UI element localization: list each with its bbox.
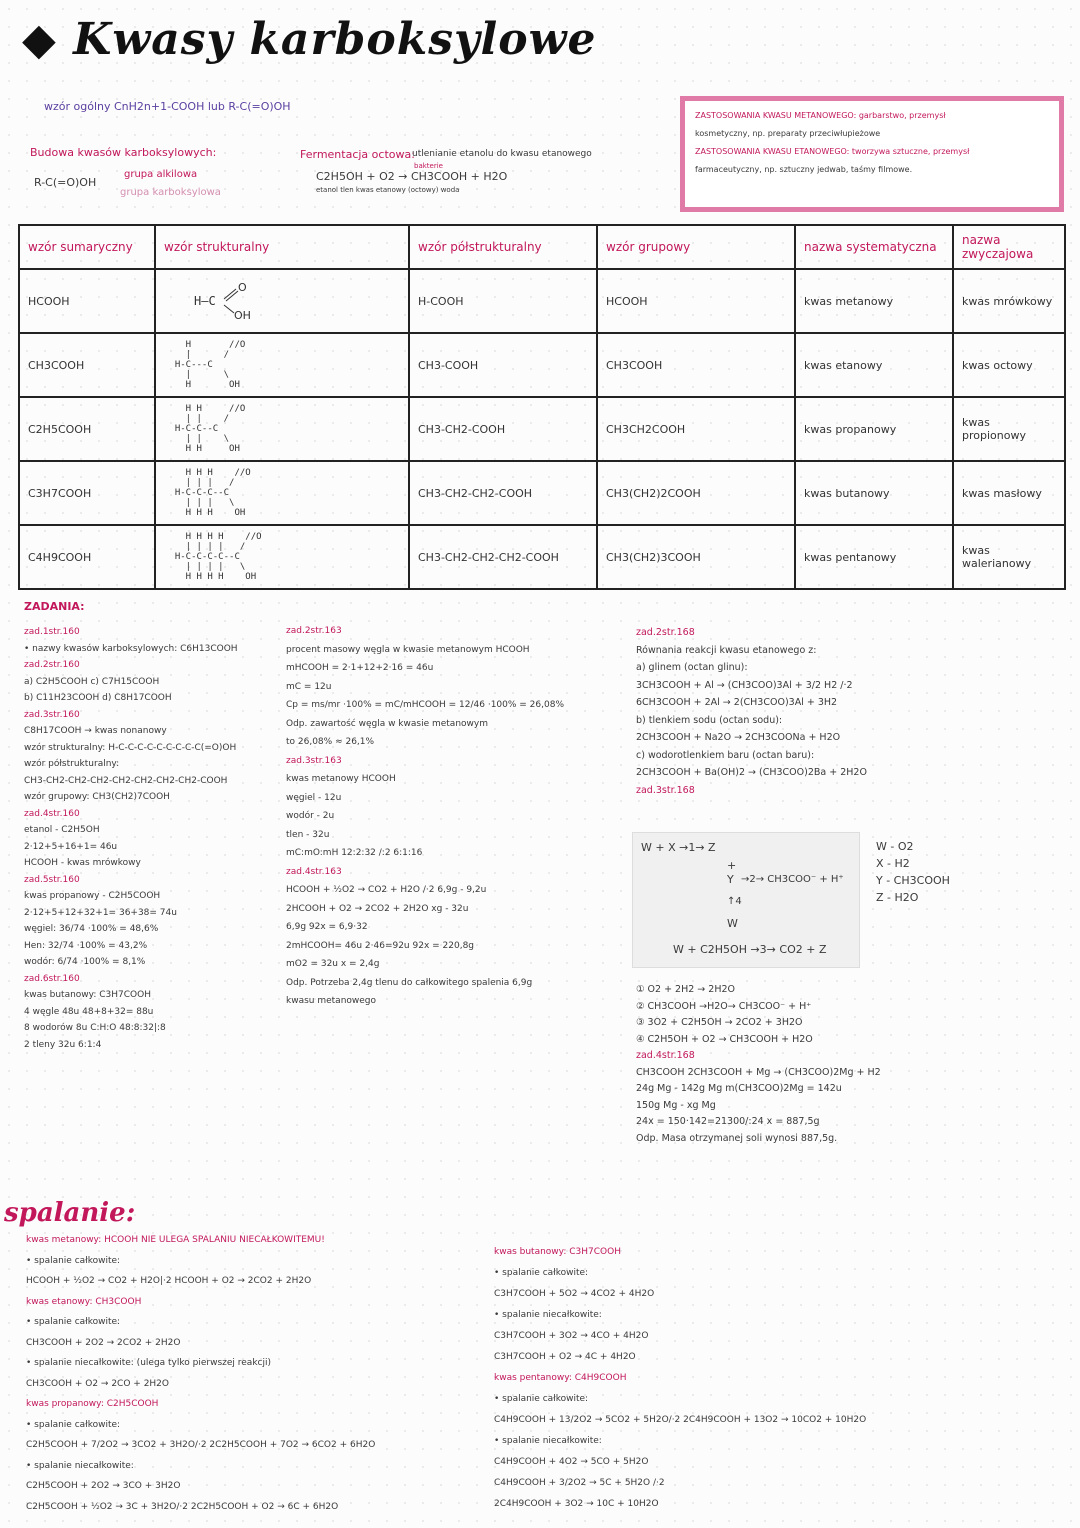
cell-group: CH3(CH2)3COOH (597, 525, 795, 589)
tasks-heading: ZADANIA: (24, 600, 85, 613)
text-line: kwas metanowy: HCOOH NIE ULEGA SPALANIU NIECAŁKOWITEMU! (26, 1235, 325, 1245)
cell-group: CH3(CH2)2COOH (597, 461, 795, 525)
cell-common: kwas walerianowy (953, 525, 1065, 589)
text-line: 2C4H9COOH + 3O2 → 10C + 10H2O (494, 1499, 659, 1509)
fermentation-sub: etanol tlen kwas etanowy (octowy) woda (316, 186, 460, 194)
r-group-formula: R-C(=O)OH (34, 176, 97, 189)
text-line: ② CH3COOH →H2O→ CH3COO⁻ + H⁺ (636, 1000, 812, 1012)
header-semi: wzór półstrukturalny (409, 225, 597, 269)
text-line: wodór - 2u (286, 811, 335, 821)
text-line: Cp = ms/mr ·100% = mC/mHCOOH = 12/46 ·100% = 26,08% (286, 700, 564, 710)
cell-systematic: kwas etanowy (795, 333, 953, 397)
text-line: zad.4str.168 (636, 1050, 695, 1061)
text-line: kwas butanowy: C3H7COOH (494, 1247, 621, 1257)
alkyl-group-label: grupa alkilowa (124, 169, 198, 180)
cell-sum: CH3COOH (19, 333, 155, 397)
text-line: Odp. Potrzeba 2,4g tlenu do całkowitego spalenia 6,9g (286, 977, 533, 988)
cell-group: HCOOH (597, 269, 795, 333)
cell-structural (155, 269, 409, 333)
text-line: 2·12+5+16+1= 46u (24, 841, 118, 852)
text-line: CH3COOH 2CH3COOH + Mg → (CH3COO)2Mg + H2 (636, 1066, 881, 1078)
text-line: C2H5COOH + 2O2 → 3CO + 3H2O (26, 1481, 181, 1491)
text-line: kwas propanowy: C2H5COOH (26, 1399, 159, 1409)
cell-common: kwas mrówkowy (953, 269, 1065, 333)
cell-semi: CH3-CH2-COOH (409, 397, 597, 461)
text-line: zad.2str.163 (286, 626, 342, 636)
scheme-bottom: W + C2H5OH →3→ CO2 + Z (673, 943, 827, 956)
text-line: 6,9g 92x = 6,9·32 (286, 922, 368, 932)
text-line: wzór strukturalny: H-C-C-C-C-C-C-C-C-C(=O)OH (24, 742, 237, 753)
applications-line-2: kosmetyczny, np. preparaty przeciwłupieżowe (695, 129, 881, 138)
cell-common: kwas octowy (953, 333, 1065, 397)
text-line: zad.4str.160 (24, 808, 80, 819)
cell-sum: C2H5COOH (19, 397, 155, 461)
applications-box (680, 96, 1064, 212)
text-line: mO2 = 32u x = 2,4g (286, 959, 380, 969)
combustion-left (26, 1230, 375, 1517)
text-line: ① O2 + 2H2 → 2H2O (636, 984, 735, 995)
fermentation-label: Fermentacja octowa: (300, 148, 415, 161)
fermentation-equation: C2H5OH + O2 → CH3COOH + H2O (316, 170, 508, 183)
cell-structural (155, 333, 409, 397)
text-line: C3H7COOH + O2 → 4C + 4H2O (494, 1352, 636, 1362)
text-line: zad.2str.168 (636, 627, 695, 638)
structural-formula-3: H H //O | | / H-C-C--C | | \ H H OH (174, 404, 246, 454)
page-title: ◆ Kwasy karboksylowe (22, 14, 597, 65)
text-line: mC:mO:mH 12:2:32 /:2 6:1:16 (286, 848, 423, 858)
text-line: C8H17COOH → kwas nonanowy (24, 726, 167, 736)
structural-formula-2: H //O | / H-C---C | \ H OH (174, 340, 246, 390)
text-line: 6CH3COOH + 2Al → 2(CH3COO)3Al + 3H2 (636, 697, 838, 708)
structural-formula-5: H H H H //O | | | | / H-C-C-C-C--C | | | | \ H H H H OH (174, 532, 262, 582)
text-line: zad.2str.160 (24, 660, 80, 670)
fermentation-desc: utlenianie etanolu do kwasu etanowego (412, 149, 592, 159)
text-line: zad.6str.160 (24, 973, 80, 984)
cell-systematic: kwas propanowy (795, 397, 953, 461)
structural-formula-4: H H H //O | | | / H-C-C-C--C | | | \ H H H OH (174, 468, 251, 518)
text-line: CH3COOH + 2O2 → 2CO2 + 2H2O (26, 1337, 181, 1348)
text-line: 2HCOOH + O2 → 2CO2 + 2H2O xg - 32u (286, 903, 469, 914)
text-line: • spalanie całkowite: (494, 1394, 589, 1404)
table-row (19, 525, 1065, 589)
text-line: ③ 3O2 + C2H5OH → 2CO2 + 3H2O (636, 1017, 803, 1028)
text-line: kwas metanowy HCOOH (286, 774, 396, 784)
text-line: C2H5COOH + 7/2O2 → 3CO2 + 3H2O/·2 2C2H5COOH + 7O2 → 6CO2 + 6H2O (26, 1440, 376, 1450)
text-line: Z - H2O (876, 891, 919, 904)
text-line: 150g Mg - xg Mg (636, 1099, 716, 1111)
reaction-scheme (632, 832, 860, 968)
text-line: • spalanie całkowite: (26, 1255, 121, 1266)
tasks-col-1 (24, 624, 238, 1053)
scheme-plus: + (727, 859, 737, 872)
text-line: • spalanie całkowite: (26, 1419, 121, 1430)
text-line: • spalanie niecałkowite: (26, 1460, 134, 1471)
header-sum: wzór sumaryczny (19, 225, 155, 269)
text-line: Odp. Masa otrzymanej soli wynosi 887,5g. (636, 1132, 838, 1144)
text-line: 4 węgle 48u 48+8+32= 88u (24, 1006, 154, 1017)
text-line: C2H5COOH + ½O2 → 3C + 3H2O/·2 2C2H5COOH + O2 → 6C + 6H2O (26, 1501, 339, 1512)
table-row (19, 269, 1065, 333)
text-line: wodór: 6/74 ·100% = 8,1% (24, 957, 146, 967)
scheme-w: W (727, 917, 738, 930)
header-structural: wzór strukturalny (155, 225, 409, 269)
text-line: • spalanie niecałkowite: (494, 1436, 602, 1446)
text-line: zad.5str.160 (24, 874, 80, 885)
text-line: W - O2 (876, 840, 914, 853)
title-bullet: ◆ (22, 14, 74, 65)
scheme-arrow-2: →2→ CH3COO⁻ + H⁺ (741, 874, 844, 885)
tasks-col-3b (636, 982, 881, 1147)
cell-group: CH3CH2COOH (597, 397, 795, 461)
scheme-y: Y (727, 873, 734, 886)
text-line: HCOOH + ½O2 → CO2 + H2O|·2 HCOOH + O2 → 2CO2 + 2H2O (26, 1276, 312, 1286)
cell-structural (155, 397, 409, 461)
applications-line-1: ZASTOSOWANIA KWASU METANOWEGO: garbarstwo, przemysł (695, 111, 946, 120)
text-line: procent masowy węgla w kwasie metanowym HCOOH (286, 644, 530, 655)
text-line: wzór półstrukturalny: (24, 759, 120, 769)
text-line: zad.1str.160 (24, 627, 80, 637)
text-line: 24g Mg - 142g Mg m(CH3COO)2Mg = 142u (636, 1083, 842, 1094)
text-line: mHCOOH = 2·1+12+2·16 = 46u (286, 663, 434, 673)
text-line: kwas etanowy: CH3COOH (26, 1296, 142, 1307)
cell-common: kwas masłowy (953, 461, 1065, 525)
text-line: zad.3str.163 (286, 755, 342, 766)
text-line: 24x = 150·142=21300/:24 x = 887,5g (636, 1116, 820, 1127)
text-line: HCOOH - kwas mrówkowy (24, 858, 141, 868)
text-line: C4H9COOH + 3/2O2 → 5C + 5H2O /·2 (494, 1478, 665, 1488)
carboxyl-group-label: grupa karboksylowa (120, 187, 221, 198)
fermentation-bacteria: bakterie (414, 162, 443, 170)
structural-formula-1 (164, 275, 284, 325)
text-line: to 26,08% ≈ 26,1% (286, 737, 375, 747)
header-common: nazwa zwyczajowa (953, 225, 1065, 269)
cell-group: CH3COOH (597, 333, 795, 397)
general-formula: wzór ogólny CnH2n+1-COOH lub R-C(=O)OH (44, 100, 291, 113)
text-line: • spalanie całkowite: (494, 1268, 589, 1278)
cell-common: kwas propionowy (953, 397, 1065, 461)
text-line: Hen: 32/74 ·100% = 43,2% (24, 940, 148, 951)
text-line: C3H7COOH + 5O2 → 4CO2 + 4H2O (494, 1289, 655, 1299)
text-line: b) C11H23COOH d) C8H17COOH (24, 693, 172, 703)
text-line: węgiel: 36/74 ·100% = 48,6% (24, 924, 159, 934)
text-line: 2mHCOOH= 46u 2·46=92u 92x = 220,8g (286, 940, 475, 951)
combustion-heading: spalanie: (4, 1198, 136, 1228)
svg-text:H–C: H–C (194, 293, 216, 308)
text-line: • spalanie całkowite: (26, 1317, 121, 1327)
svg-text:O: O (238, 280, 247, 294)
cell-sum: C3H7COOH (19, 461, 155, 525)
applications-line-3: ZASTOSOWANIA KWASU ETANOWEGO: tworzywa sztuczne, przemysł (695, 147, 970, 156)
cell-structural (155, 461, 409, 525)
cell-structural (155, 525, 409, 589)
text-line: węgiel - 12u (286, 792, 342, 803)
cell-semi: CH3-COOH (409, 333, 597, 397)
text-line: zad.3str.160 (24, 709, 80, 720)
text-line: Równania reakcji kwasu etanowego z: (636, 644, 817, 656)
text-line: 2CH3COOH + Ba(OH)2 → (CH3COO)2Ba + 2H2O (636, 767, 867, 778)
acid-table-header (19, 225, 1065, 269)
scheme-legend (876, 838, 950, 906)
header-systematic: nazwa systematyczna (795, 225, 953, 269)
table-row (19, 333, 1065, 397)
text-line: etanol - C2H5OH (24, 825, 100, 835)
table-row (19, 397, 1065, 461)
text-line: tlen - 32u (286, 829, 330, 840)
text-line: kwas pentanowy: C4H9COOH (494, 1373, 627, 1383)
text-line: 2CH3COOH + Na2O → 2CH3COONa + H2O (636, 732, 841, 743)
combustion-right (494, 1242, 866, 1515)
cell-systematic: kwas butanowy (795, 461, 953, 525)
text-line: zad.4str.163 (286, 866, 342, 877)
text-line: Odp. zawartość węgla w kwasie metanowym (286, 718, 488, 729)
text-line: 2·12+5+12+32+1= 36+38= 74u (24, 907, 177, 918)
text-line: 2 tleny 32u 6:1:4 (24, 1039, 102, 1050)
cell-sum: HCOOH (19, 269, 155, 333)
cell-sum: C4H9COOH (19, 525, 155, 589)
cell-systematic: kwas pentanowy (795, 525, 953, 589)
cell-semi: CH3-CH2-CH2-CH2-COOH (409, 525, 597, 589)
text-line: wzór grupowy: CH3(CH2)7COOH (24, 792, 170, 802)
text-line: 8 wodorów 8u C:H:O 48:8:32|:8 (24, 1023, 166, 1033)
table-row (19, 461, 1065, 525)
acid-table (18, 224, 1066, 590)
text-line: Y - CH3COOH (876, 874, 950, 887)
text-line: mC = 12u (286, 681, 332, 692)
svg-text:OH: OH (234, 308, 251, 322)
text-line: c) wodorotlenkiem baru (octan baru): (636, 749, 815, 761)
scheme-arrow-4: ↑4 (727, 896, 742, 907)
text-line: C4H9COOH + 4O2 → 5CO + 5H2O (494, 1457, 649, 1467)
text-line: a) glinem (octan glinu): (636, 662, 748, 673)
text-line: CH3-CH2-CH2-CH2-CH2-CH2-CH2-CH2-COOH (24, 775, 228, 786)
text-line: HCOOH + ½O2 → CO2 + H2O /·2 6,9g - 9,2u (286, 885, 487, 895)
text-line: C4H9COOH + 13/2O2 → 5CO2 + 5H2O/·2 2C4H9COOH + 13O2 → 10CO2 + 10H2O (494, 1415, 867, 1425)
tasks-col-3 (636, 624, 867, 799)
text-line: ④ C2H5OH + O2 → CH3COOH + H2O (636, 1033, 813, 1045)
text-line: b) tlenkiem sodu (octan sodu): (636, 714, 783, 726)
text-line: a) C2H5COOH c) C7H15COOH (24, 676, 160, 687)
text-line: X - H2 (876, 857, 910, 870)
text-line: • nazwy kwasów karboksylowych: C6H13COOH (24, 643, 238, 654)
cell-semi: CH3-CH2-CH2-COOH (409, 461, 597, 525)
cell-systematic: kwas metanowy (795, 269, 953, 333)
text-line: CH3COOH + O2 → 2CO + 2H2O (26, 1378, 169, 1389)
tasks-col-2 (286, 622, 564, 1011)
text-line: • spalanie niecałkowite: (494, 1310, 602, 1320)
text-line: • spalanie niecałkowite: (ulega tylko pierwszej reakcji) (26, 1358, 271, 1368)
structure-heading: Budowa kwasów karboksylowych: (30, 146, 217, 159)
text-line: kwas butanowy: C3H7COOH (24, 990, 151, 1000)
text-line: kwasu metanowego (286, 996, 377, 1006)
text-line: zad.3str.168 (636, 784, 695, 796)
scheme-top: W + X →1→ Z (641, 841, 716, 854)
header-group: wzór grupowy (597, 225, 795, 269)
text-line: kwas propanowy - C2H5COOH (24, 891, 161, 901)
text-line: 3CH3COOH + Al → (CH3COO)3Al + 3/2 H2 /·2 (636, 679, 853, 691)
applications-line-4: farmaceutyczny, np. sztuczny jedwab, taśmy filmowe. (695, 165, 913, 174)
cell-semi: H-COOH (409, 269, 597, 333)
text-line: C3H7COOH + 3O2 → 4CO + 4H2O (494, 1331, 649, 1341)
